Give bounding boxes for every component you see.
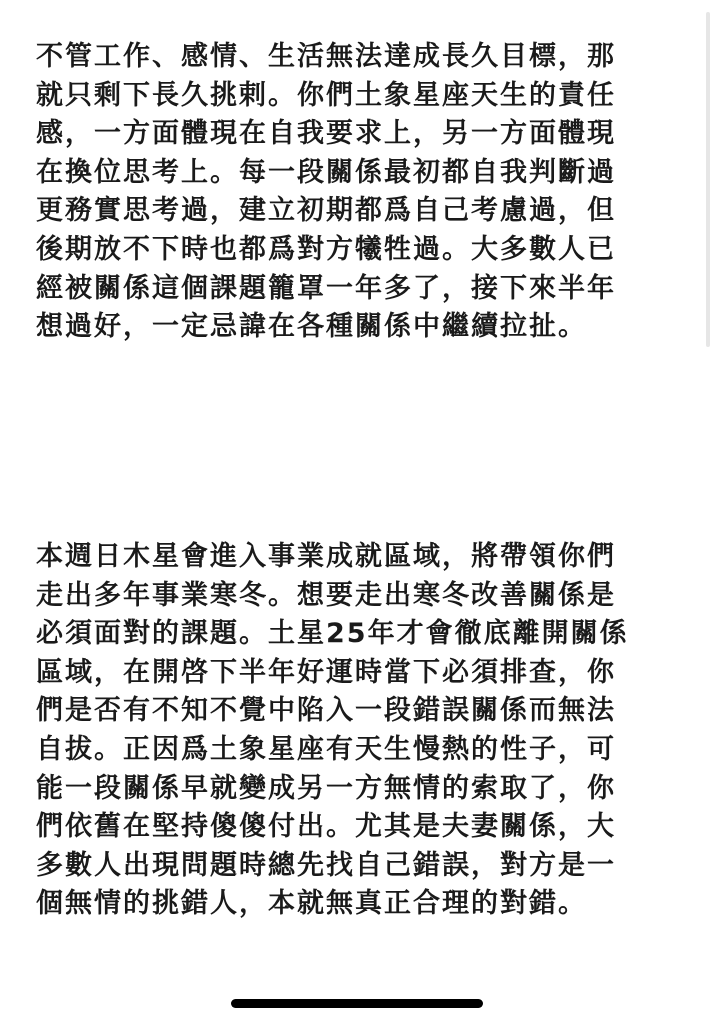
- home-indicator-bar[interactable]: [231, 999, 483, 1008]
- text-line: 們是否有不知不覺中陷入一段錯誤關係而無法: [36, 695, 616, 727]
- text-line: 想過好，一定忌諱在各種關係中繼續拉扯。: [36, 311, 587, 343]
- text-line: 後期放不下時也都爲對方犧牲過。大多數人已: [36, 233, 616, 265]
- text-line: 個無情的挑錯人，本就無真正合理的對錯。: [36, 888, 587, 920]
- text-line: 必須面對的課題。土星25年才會徹底離開關係: [36, 618, 629, 650]
- paragraph-2: [36, 538, 629, 924]
- text-line: 不管工作、感情、生活無法達成長久目標，那: [36, 41, 616, 72]
- scroll-indicator[interactable]: [706, 12, 710, 347]
- text-line: 們依舊在堅持傻傻付出。尤其是夫妻關係，大: [36, 811, 616, 843]
- paragraph-1: [36, 38, 616, 347]
- text-line: 感，一方面體現在自我要求上，另一方面體現: [36, 118, 616, 150]
- text-line: 在換位思考上。每一段關係最初都自我判斷過: [36, 156, 616, 188]
- text-line: 走出多年事業寒冬。想要走出寒冬改善關係是: [36, 579, 616, 611]
- text-line: 本週日木星會進入事業成就區域，將帶領你們: [36, 541, 616, 572]
- text-line: 區域，在開啓下半年好運時當下必須排查，你: [36, 656, 616, 688]
- text-line: 更務實思考過，建立初期都爲自己考慮過，但: [36, 195, 616, 227]
- text-line: 經被關係這個課題籠罩一年多了，接下來半年: [36, 272, 616, 304]
- text-line: 就只剩下長久挑剌。你們土象星座天生的責任: [36, 79, 616, 111]
- text-line: 能一段關係早就變成另一方無情的索取了，你: [36, 772, 616, 804]
- text-line: 多數人出現問題時總先找自己錯誤，對方是一: [36, 849, 616, 881]
- text-line: 自拔。正因爲土象星座有天生慢熱的性子，可: [36, 733, 616, 765]
